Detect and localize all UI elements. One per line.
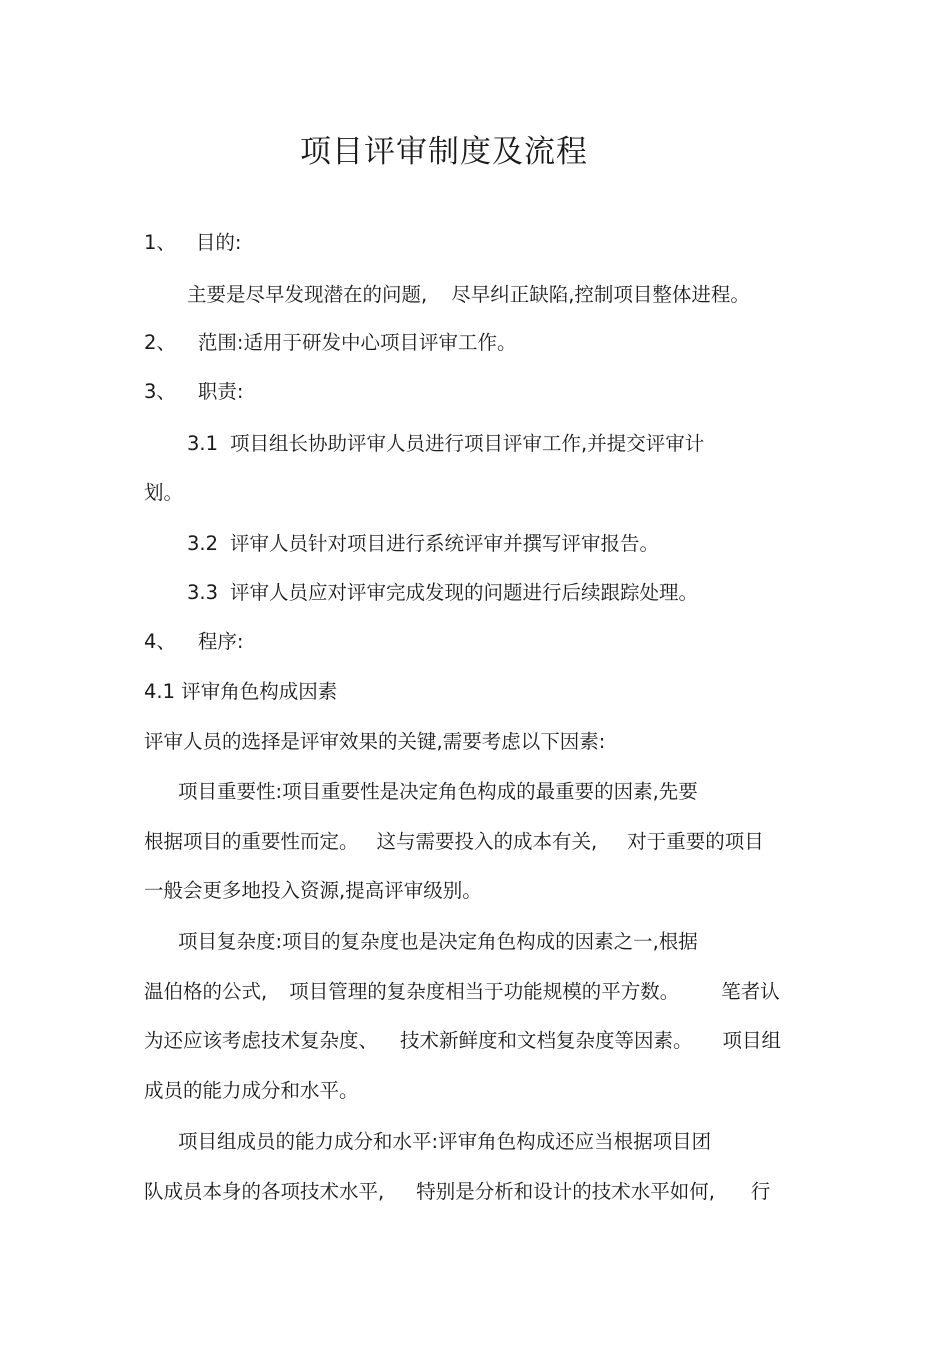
section-1-heading	[144, 230, 242, 256]
body-text: 对于重要的项目	[627, 830, 764, 853]
body-text: 根据项目的重要性而定。	[144, 830, 359, 853]
paragraph-line: 成员的能力成分和水平。	[144, 1079, 359, 1102]
body-text: 项目管理的复杂度相当于功能规模的平方数。	[289, 980, 680, 1003]
item-text: 评审人员应对评审完成发现的问题进行后续跟踪处理。	[230, 581, 699, 604]
item-text: 评审人员针对项目进行系统评审并撰写评审报告。	[230, 532, 660, 555]
body-text: 队成员本身的各项技术水平,	[144, 1180, 385, 1203]
body-text: 笔者认	[721, 980, 780, 1003]
body-text: 特别是分析和设计的技术水平如何,	[416, 1180, 715, 1203]
section-heading-text: 目的:	[195, 231, 242, 254]
body-text: 技术新鲜度和文档复杂度等因素。	[400, 1029, 693, 1052]
section-number: 2、	[144, 331, 176, 354]
body-text: 尽早纠正缺陷,控制项目整体进程。	[451, 283, 750, 306]
item-3-1-cont	[144, 480, 183, 506]
section-body-text: 范围:适用于研发中心项目评审工作。	[197, 331, 517, 354]
paragraph-line	[144, 1179, 770, 1205]
body-text: 温伯格的公式,	[144, 980, 268, 1003]
item-3-1	[187, 431, 704, 457]
paragraph-line	[144, 1028, 781, 1054]
paragraph-line	[144, 829, 764, 855]
item-number: 3.2	[187, 532, 219, 555]
body-text: 这与需要投入的成本有关,	[376, 830, 598, 853]
item-text: 划。	[144, 481, 184, 504]
paragraph-line	[144, 979, 780, 1005]
section-number: 1、	[144, 231, 176, 254]
intro-paragraph: 评审人员的选择是评审效果的关键,需要考虑以下因素:	[144, 730, 606, 753]
paragraph-line: 项目重要性:项目重要性是决定角色构成的最重要的因素,先要	[178, 780, 698, 803]
body-text: 为还应该考虑技术复杂度、	[144, 1029, 379, 1052]
paragraph-line: 一般会更多地投入资源,提高评审级别。	[144, 879, 482, 902]
item-3-2	[187, 531, 659, 557]
body-text: 行	[750, 1180, 771, 1203]
item-number: 3.3	[187, 581, 219, 604]
section-3-heading	[144, 379, 244, 405]
section-number: 4、	[144, 630, 176, 653]
section-4-heading	[144, 629, 244, 655]
item-text: 项目组长协助评审人员进行项目评审工作,并提交评审计	[230, 432, 705, 455]
section-2-heading	[144, 330, 517, 356]
subsection-4-1: 4.1 评审角色构成因素	[144, 680, 338, 703]
section-heading-text: 程序:	[197, 630, 244, 653]
item-3-3	[187, 580, 698, 606]
section-heading-text: 职责:	[197, 380, 244, 403]
page-title: 项目评审制度及流程	[300, 134, 588, 170]
paragraph-line: 项目复杂度:项目的复杂度也是决定角色构成的因素之一,根据	[178, 930, 698, 953]
body-text: 主要是尽早发现潜在的问题,	[187, 283, 428, 306]
item-number: 3.1	[187, 432, 219, 455]
paragraph-line: 项目组成员的能力成分和水平:评审角色构成还应当根据项目团	[178, 1130, 712, 1153]
section-number: 3、	[144, 380, 176, 403]
section-1-body	[187, 282, 750, 308]
body-text: 项目组	[722, 1029, 782, 1052]
